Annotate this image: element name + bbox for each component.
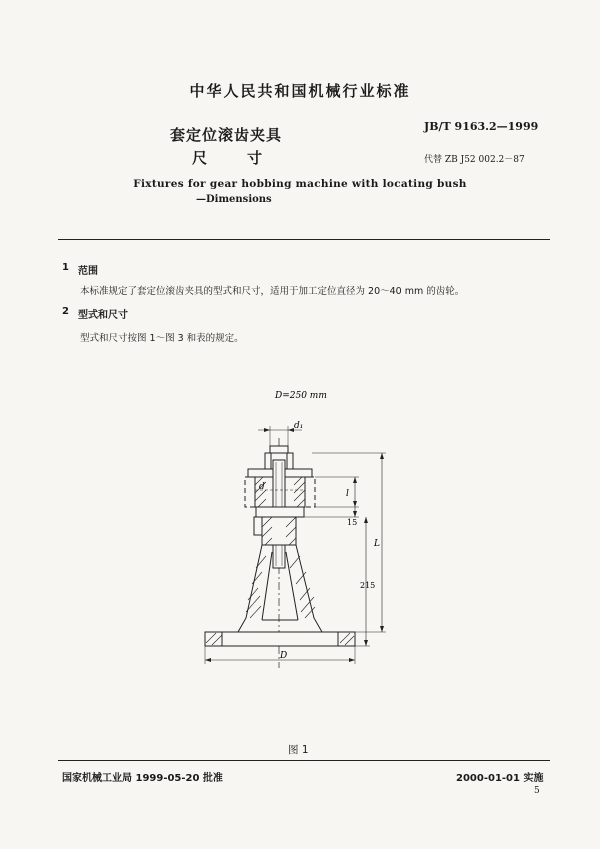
dim-d1: d₁: [294, 421, 304, 431]
standard-title-en: Fixtures for gear hobbing machine with locating bush: [133, 178, 467, 190]
dim-d: d: [259, 482, 265, 492]
standard-subtitle-cn: 尺寸: [192, 149, 303, 167]
dim-15: 15: [347, 518, 358, 527]
implementation-date: 2000-01-01 实施: [456, 773, 544, 784]
section-2-number: 2: [62, 306, 69, 317]
dim-l: l: [346, 489, 349, 499]
footer-divider: [58, 760, 550, 761]
section-1-number: 1: [62, 262, 69, 273]
dim-D: D: [280, 651, 288, 661]
standard-subtitle-en: —Dimensions: [196, 194, 272, 205]
standard-number: JB/T 9163.2—1999: [424, 120, 539, 133]
dim-215: 215: [360, 581, 376, 590]
approval-note: 国家机械工业局 1999-05-20 批准: [62, 773, 223, 784]
section-2-title: 型式和尺寸: [78, 310, 128, 321]
standard-title-cn: 套定位滚齿夹具: [170, 126, 283, 144]
page-number: 5: [534, 786, 540, 796]
section-2-text: 型式和尺寸按图 1～图 3 和表的规定。: [80, 333, 244, 344]
figure-caption: 图 1: [288, 744, 309, 756]
replaces-standard: 代替 ZB J52 002.2－87: [424, 155, 525, 165]
section-1-title: 范围: [78, 266, 98, 277]
dim-L: L: [374, 539, 380, 549]
section-1-text: 本标准规定了套定位滚齿夹具的型式和尺寸，适用于加工定位直径为 20～40 mm 的齿轮。: [80, 286, 465, 297]
figure-diameter-label: D=250 mm: [275, 391, 327, 401]
issuing-organization: 中华人民共和国机械行业标准: [189, 82, 411, 100]
